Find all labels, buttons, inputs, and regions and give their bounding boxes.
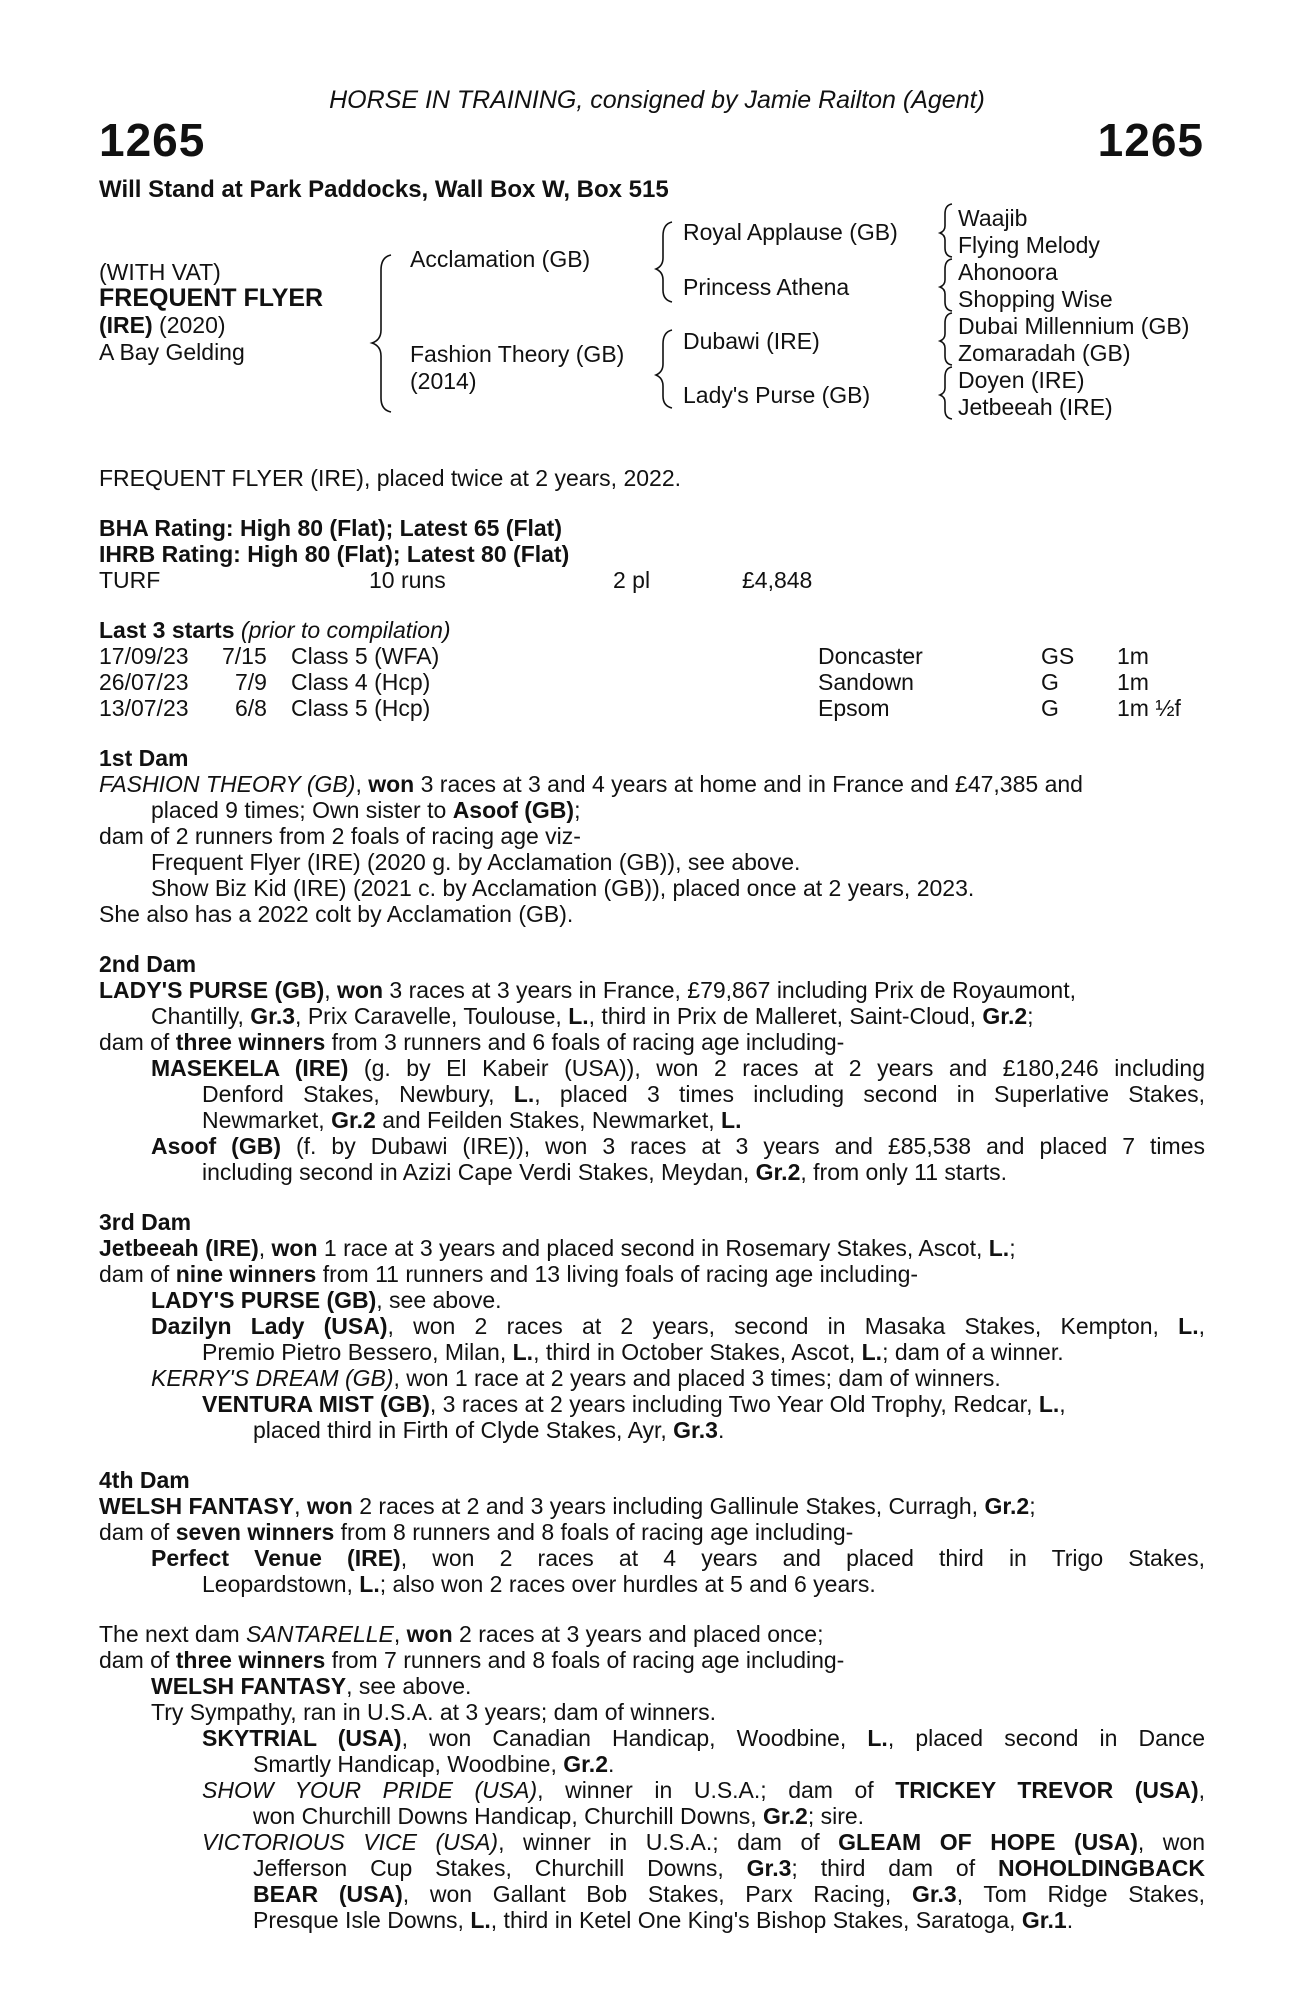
winners-count: nine winners	[175, 1261, 317, 1287]
progeny-text: Premio Pietro Bessero, Milan,	[202, 1339, 513, 1365]
try-sympathy-line: Try Sympathy, ran in U.S.A. at 3 years; dam of winners.	[151, 1699, 716, 1725]
dam3-text: from 11 runners and 13 living foals of racing age including-	[316, 1261, 919, 1287]
dam4-line1: WELSH FANTASY, won 2 races at 2 and 3 years including Gallinule Stakes, Curragh, Gr.2;	[99, 1493, 1036, 1519]
perfect-venue-line1	[151, 1545, 1205, 1571]
progeny-text: ,	[1198, 1313, 1205, 1339]
dam2-text: Chantilly,	[151, 1003, 251, 1029]
progeny-text: Presque Isle Downs,	[253, 1907, 471, 1933]
progeny-name: VICTORIOUS VICE (USA)	[202, 1829, 499, 1855]
progeny-text: ,	[1198, 1777, 1205, 1803]
start-distance: 1m	[1117, 643, 1149, 669]
gg-1: Waajib	[958, 205, 1028, 231]
show-your-pride-line2	[253, 1803, 864, 1829]
start-race: Class 5 (WFA)	[291, 643, 440, 669]
progeny-name: VENTURA MIST (GB)	[202, 1391, 430, 1417]
lot-number-right: 1265	[1097, 114, 1204, 166]
dam2-text: , Prix Caravelle, Toulouse,	[295, 1003, 569, 1029]
progeny-text: including second in Azizi Cape Verdi Stakes, Meydan,	[202, 1159, 756, 1185]
progeny-text: , see above.	[346, 1673, 472, 1699]
listed: L.	[988, 1235, 1010, 1261]
gg-8: Jetbeeah (IRE)	[958, 394, 1113, 420]
horse-description: A Bay Gelding	[99, 339, 245, 365]
welsh-fantasy-line	[151, 1673, 471, 1699]
progeny-name: SKYTRIAL (USA)	[202, 1725, 402, 1751]
progeny-name: BEAR (USA)	[253, 1881, 403, 1907]
dam1-won: won	[368, 771, 415, 797]
dam3-text: 1 race at 3 years and placed second in Rosemary Stakes, Ascot,	[317, 1235, 989, 1261]
last-starts-heading	[99, 617, 451, 643]
dam2-text: , third in Prix de Malleret, Saint-Cloud,	[588, 1003, 983, 1029]
grade: Gr.1	[1021, 1907, 1067, 1933]
start-position: 7/15	[222, 643, 267, 669]
brace-sire	[656, 222, 672, 302]
brace-g4	[940, 367, 952, 419]
dam2-line3	[99, 1029, 844, 1055]
dam3-name: Jetbeeah (IRE)	[99, 1235, 259, 1261]
start-race: Class 5 (Hcp)	[291, 695, 431, 721]
dam-year: (2014)	[410, 368, 477, 394]
progeny-text: , winner in U.S.A.; dam of	[498, 1829, 839, 1855]
progeny-text: ; third dam of	[791, 1855, 998, 1881]
dam2-text: 3 races at 3 years in France, £79,867 including Prix de Royaumont,	[383, 977, 1076, 1003]
start-course: Doncaster	[818, 643, 923, 669]
listed: L.	[470, 1907, 491, 1933]
start-position: 7/9	[235, 669, 267, 695]
progeny-text: , from only 11 starts.	[800, 1159, 1008, 1185]
progeny-text: , third in Ketel One King's Bishop Stakes, Saratoga,	[490, 1907, 1022, 1933]
winners-count: three winners	[175, 1029, 326, 1055]
dam1-heading: 1st Dam	[99, 745, 189, 771]
progeny-text: , Tom Ridge Stakes,	[956, 1881, 1205, 1907]
dam2-text: ;	[1027, 1003, 1034, 1029]
start-course: Epsom	[818, 695, 890, 721]
listed: L.	[861, 1339, 883, 1365]
masekela-line2	[202, 1081, 1205, 1107]
dam4-name: WELSH FANTASY	[99, 1493, 295, 1519]
dam1-name: FASHION THEORY (GB)	[99, 771, 356, 797]
start-going: GS	[1041, 643, 1075, 669]
dam1-foal3: She also has a 2022 colt by Acclamation (GB).	[99, 901, 574, 927]
asoof-line2	[202, 1159, 1007, 1185]
gg-3: Ahonoora	[958, 259, 1058, 285]
dam1-line1: FASHION THEORY (GB), won 3 races at 3 and 4 years at home and in France and £47,385 and	[99, 771, 1083, 797]
next-dam-text: dam of	[99, 1647, 176, 1673]
progeny-text: and Feilden Stakes, Newmarket,	[375, 1107, 722, 1133]
next-dam-won: won	[406, 1621, 453, 1647]
grade: Gr.2	[763, 1803, 808, 1829]
dam3-won: won	[271, 1235, 318, 1261]
gg-5: Dubai Millennium (GB)	[958, 313, 1190, 339]
progeny-text: , won	[1137, 1829, 1205, 1855]
dam2-text: dam of	[99, 1029, 176, 1055]
dam3-line1: Jetbeeah (IRE), won 1 race at 3 years and placed second in Rosemary Stakes, Ascot, L.;	[99, 1235, 1016, 1261]
next-dam-text: from 7 runners and 8 foals of racing age including-	[325, 1647, 845, 1673]
start-going: G	[1041, 669, 1059, 695]
masekela-line3	[202, 1107, 741, 1133]
progeny-text: Jefferson Cup Stakes, Churchill Downs,	[253, 1855, 747, 1881]
gg-7: Doyen (IRE)	[958, 367, 1085, 393]
start-date: 13/07/23	[99, 695, 189, 721]
listed: L.	[568, 1003, 589, 1029]
dam-dam: Lady's Purse (GB)	[683, 382, 871, 408]
brace-g1	[940, 204, 952, 257]
dam2-heading: 2nd Dam	[99, 951, 197, 977]
dam2-name: LADY'S PURSE (GB)	[99, 977, 325, 1003]
dam4-text: 2 races at 2 and 3 years including Gallinule Stakes, Curragh,	[352, 1493, 985, 1519]
dam4-heading: 4th Dam	[99, 1467, 190, 1493]
progeny-text: ; dam of a winner.	[882, 1339, 1064, 1365]
brace-g2	[940, 259, 952, 311]
masekela-line1	[151, 1055, 1205, 1081]
dam1-foal1: Frequent Flyer (IRE) (2020 g. by Acclamation (GB)), see above.	[151, 849, 801, 875]
grade: Gr.2	[755, 1159, 801, 1185]
dam2-won: won	[337, 977, 384, 1003]
horse-year: (2020)	[152, 312, 226, 338]
start-date: 17/09/23	[99, 643, 189, 669]
surface: TURF	[99, 567, 161, 593]
start-position: 6/8	[235, 695, 267, 721]
progeny-text: , placed 3 times including second in Superlative Stakes,	[534, 1081, 1205, 1107]
victorious-vice-line2	[253, 1855, 1205, 1881]
progeny-text: .	[717, 1417, 725, 1443]
start-course: Sandown	[818, 669, 914, 695]
progeny-text: (f. by Dubawi (IRE)), won 3 races at 3 years and £85,538 and placed 7 times	[280, 1133, 1205, 1159]
progeny-text: ,	[1059, 1391, 1066, 1417]
gg-2: Flying Melody	[958, 232, 1100, 258]
skytrial-line2	[253, 1751, 614, 1777]
listed: L.	[1178, 1313, 1199, 1339]
progeny-text: , won 2 races at 2 years, second in Masaka Stakes, Kempton,	[387, 1313, 1179, 1339]
dam1-line3: dam of 2 runners from 2 foals of racing age viz-	[99, 823, 581, 849]
progeny-text: , won Canadian Handicap, Woodbine,	[401, 1725, 868, 1751]
winners-count: seven winners	[175, 1519, 335, 1545]
asoof-line1	[151, 1133, 1205, 1159]
progeny-text: ; sire.	[807, 1803, 865, 1829]
ventura-line1	[202, 1391, 1066, 1417]
earnings: £4,848	[742, 567, 813, 593]
listed: L.	[512, 1339, 534, 1365]
progeny-text: (g. by El Kabeir (USA)), won 2 races at 2 years and £180,246 including	[348, 1055, 1205, 1081]
sire-sire: Royal Applause (GB)	[683, 219, 898, 245]
start-distance: 1m	[1117, 669, 1149, 695]
skytrial-line1	[202, 1725, 1205, 1751]
progeny-name: TRICKEY TREVOR (USA)	[895, 1777, 1199, 1803]
victorious-vice-line4	[253, 1907, 1073, 1933]
ihrb-rating: IHRB Rating: High 80 (Flat); Latest 80 (Flat)	[99, 541, 570, 567]
dam3-heading: 3rd Dam	[99, 1209, 192, 1235]
sire-dam: Princess Athena	[683, 274, 850, 300]
dam3-text: ;	[1009, 1235, 1016, 1261]
race-summary: FREQUENT FLYER (IRE), placed twice at 2 years, 2022.	[99, 465, 682, 491]
dazilyn-line2	[202, 1339, 1064, 1365]
progeny-name: WELSH FANTASY	[151, 1673, 347, 1699]
dam4-text: dam of	[99, 1519, 176, 1545]
progeny-text: .	[608, 1751, 615, 1777]
horse-name: FREQUENT FLYER	[99, 284, 324, 312]
grade: Gr.2	[563, 1751, 608, 1777]
last-starts-note: (prior to compilation)	[240, 617, 451, 643]
dam-sire: Dubawi (IRE)	[683, 328, 820, 354]
progeny-text: Smartly Handicap, Woodbine,	[253, 1751, 564, 1777]
dam4-line2	[99, 1519, 853, 1545]
start-distance: 1m ½f	[1117, 695, 1181, 721]
consignment-line: HORSE IN TRAINING, consigned by Jamie Railton (Agent)	[329, 86, 985, 114]
progeny-text: , third in October Stakes, Ascot,	[533, 1339, 862, 1365]
progeny-text: placed third in Firth of Clyde Stakes, Ayr,	[253, 1417, 674, 1443]
listed: L.	[867, 1725, 888, 1751]
vat-label: (WITH VAT)	[99, 259, 221, 285]
progeny-text: , 3 races at 2 years including Two Year Old Trophy, Redcar,	[429, 1391, 1039, 1417]
dam1-text: 3 races at 3 and 4 years at home and in France and £47,385 and	[414, 771, 1083, 797]
listed: L.	[513, 1081, 535, 1107]
sire: Acclamation (GB)	[410, 246, 591, 272]
dam3-text: dam of	[99, 1261, 176, 1287]
start-date: 26/07/23	[99, 669, 189, 695]
listed: L.	[1038, 1391, 1060, 1417]
dam3-line2	[99, 1261, 918, 1287]
progeny-text: , won 2 races at 4 years and placed third in Trigo Stakes,	[400, 1545, 1205, 1571]
progeny-name: LADY'S PURSE (GB)	[151, 1287, 377, 1313]
perfect-venue-line2	[202, 1571, 876, 1597]
progeny-name: NOHOLDINGBACK	[998, 1855, 1205, 1881]
progeny-name: SHOW YOUR PRIDE (USA)	[202, 1777, 538, 1803]
start-going: G	[1041, 695, 1059, 721]
grade: Gr.3	[673, 1417, 718, 1443]
progeny-text: ; also won 2 races over hurdles at 5 and 6 years.	[379, 1571, 876, 1597]
progeny-text: Newmarket,	[202, 1107, 332, 1133]
gg-6: Zomaradah (GB)	[958, 340, 1131, 366]
progeny-name: Perfect Venue (IRE)	[151, 1545, 401, 1571]
grade: Gr.2	[331, 1107, 376, 1133]
brace-dam	[656, 330, 672, 408]
next-dam-name: SANTARELLE	[246, 1621, 394, 1647]
horse-origin: (IRE)	[99, 312, 153, 338]
grade: Gr.3	[250, 1003, 296, 1029]
grade: Gr.3	[746, 1855, 792, 1881]
progeny-name: GLEAM OF HOPE (USA)	[838, 1829, 1138, 1855]
progeny-name: Dazilyn Lady (USA)	[151, 1313, 388, 1339]
progeny-text: Denford Stakes, Newbury,	[202, 1081, 514, 1107]
dam1-foal2: Show Biz Kid (IRE) (2021 c. by Acclamation (GB)), placed once at 2 years, 2023.	[151, 875, 975, 901]
dam1-text: placed 9 times; Own sister to	[151, 797, 453, 823]
next-dam-text: The next dam	[99, 1621, 247, 1647]
stand-location: Will Stand at Park Paddocks, Wall Box W, Box 515	[99, 176, 669, 203]
victorious-vice-line3	[253, 1881, 1205, 1907]
kerrys-dream-line	[151, 1365, 1001, 1391]
last-starts-title: Last 3 starts	[99, 617, 235, 643]
progeny-text: , won 1 race at 2 years and placed 3 times; dam of winners.	[393, 1365, 1001, 1391]
next-dam-line1: The next dam SANTARELLE, won 2 races at 3 years and placed once;	[99, 1621, 824, 1647]
gg-4: Shopping Wise	[958, 286, 1113, 312]
placings: 2 pl	[613, 567, 651, 593]
runs: 10 runs	[369, 567, 446, 593]
dam1-line2	[151, 797, 580, 823]
listed: L.	[721, 1107, 742, 1133]
grade: Gr.2	[984, 1493, 1030, 1519]
start-race: Class 4 (Hcp)	[291, 669, 431, 695]
dam1-sister: Asoof (GB)	[452, 797, 575, 823]
brace-g3	[940, 313, 952, 365]
dam4-won: won	[306, 1493, 353, 1519]
bha-rating: BHA Rating: High 80 (Flat); Latest 65 (Flat)	[99, 515, 562, 541]
dam2-line1: LADY'S PURSE (GB), won 3 races at 3 years in France, £79,867 including Prix de Royaumont,	[99, 977, 1076, 1003]
dam2-line2	[151, 1003, 1034, 1029]
dam4-text: from 8 runners and 8 foals of racing age including-	[334, 1519, 854, 1545]
grade: Gr.3	[911, 1881, 957, 1907]
dam4-text: ;	[1029, 1493, 1036, 1519]
grade: Gr.2	[982, 1003, 1028, 1029]
dam: Fashion Theory (GB)	[410, 341, 625, 367]
progeny-text: , winner in U.S.A.; dam of	[537, 1777, 896, 1803]
winners-count: three winners	[175, 1647, 326, 1673]
dazilyn-line1	[151, 1313, 1205, 1339]
progeny-text: , placed second in Dance	[887, 1725, 1206, 1751]
dam2-text: from 3 runners and 6 foals of racing age including-	[325, 1029, 845, 1055]
progeny-name: KERRY'S DREAM (GB)	[151, 1365, 394, 1391]
dam1-text: ;	[574, 797, 581, 823]
listed: L.	[359, 1571, 380, 1597]
progeny-name: Asoof (GB)	[151, 1133, 281, 1159]
lot-number-left: 1265	[99, 114, 206, 166]
brace-main	[372, 255, 391, 412]
next-dam-line2	[99, 1647, 844, 1673]
lady-purse-line	[151, 1287, 502, 1313]
ventura-line2	[253, 1417, 724, 1443]
progeny-text: won Churchill Downs Handicap, Churchill Downs,	[253, 1803, 764, 1829]
progeny-name: MASEKELA (IRE)	[151, 1055, 349, 1081]
victorious-vice-line1	[202, 1829, 1205, 1855]
progeny-text: , see above.	[376, 1287, 502, 1313]
progeny-text: .	[1066, 1907, 1074, 1933]
show-your-pride-line1	[202, 1777, 1205, 1803]
progeny-text: Leopardstown,	[202, 1571, 360, 1597]
next-dam-text: 2 races at 3 years and placed once;	[452, 1621, 824, 1647]
progeny-text: , won Gallant Bob Stakes, Parx Racing,	[402, 1881, 912, 1907]
